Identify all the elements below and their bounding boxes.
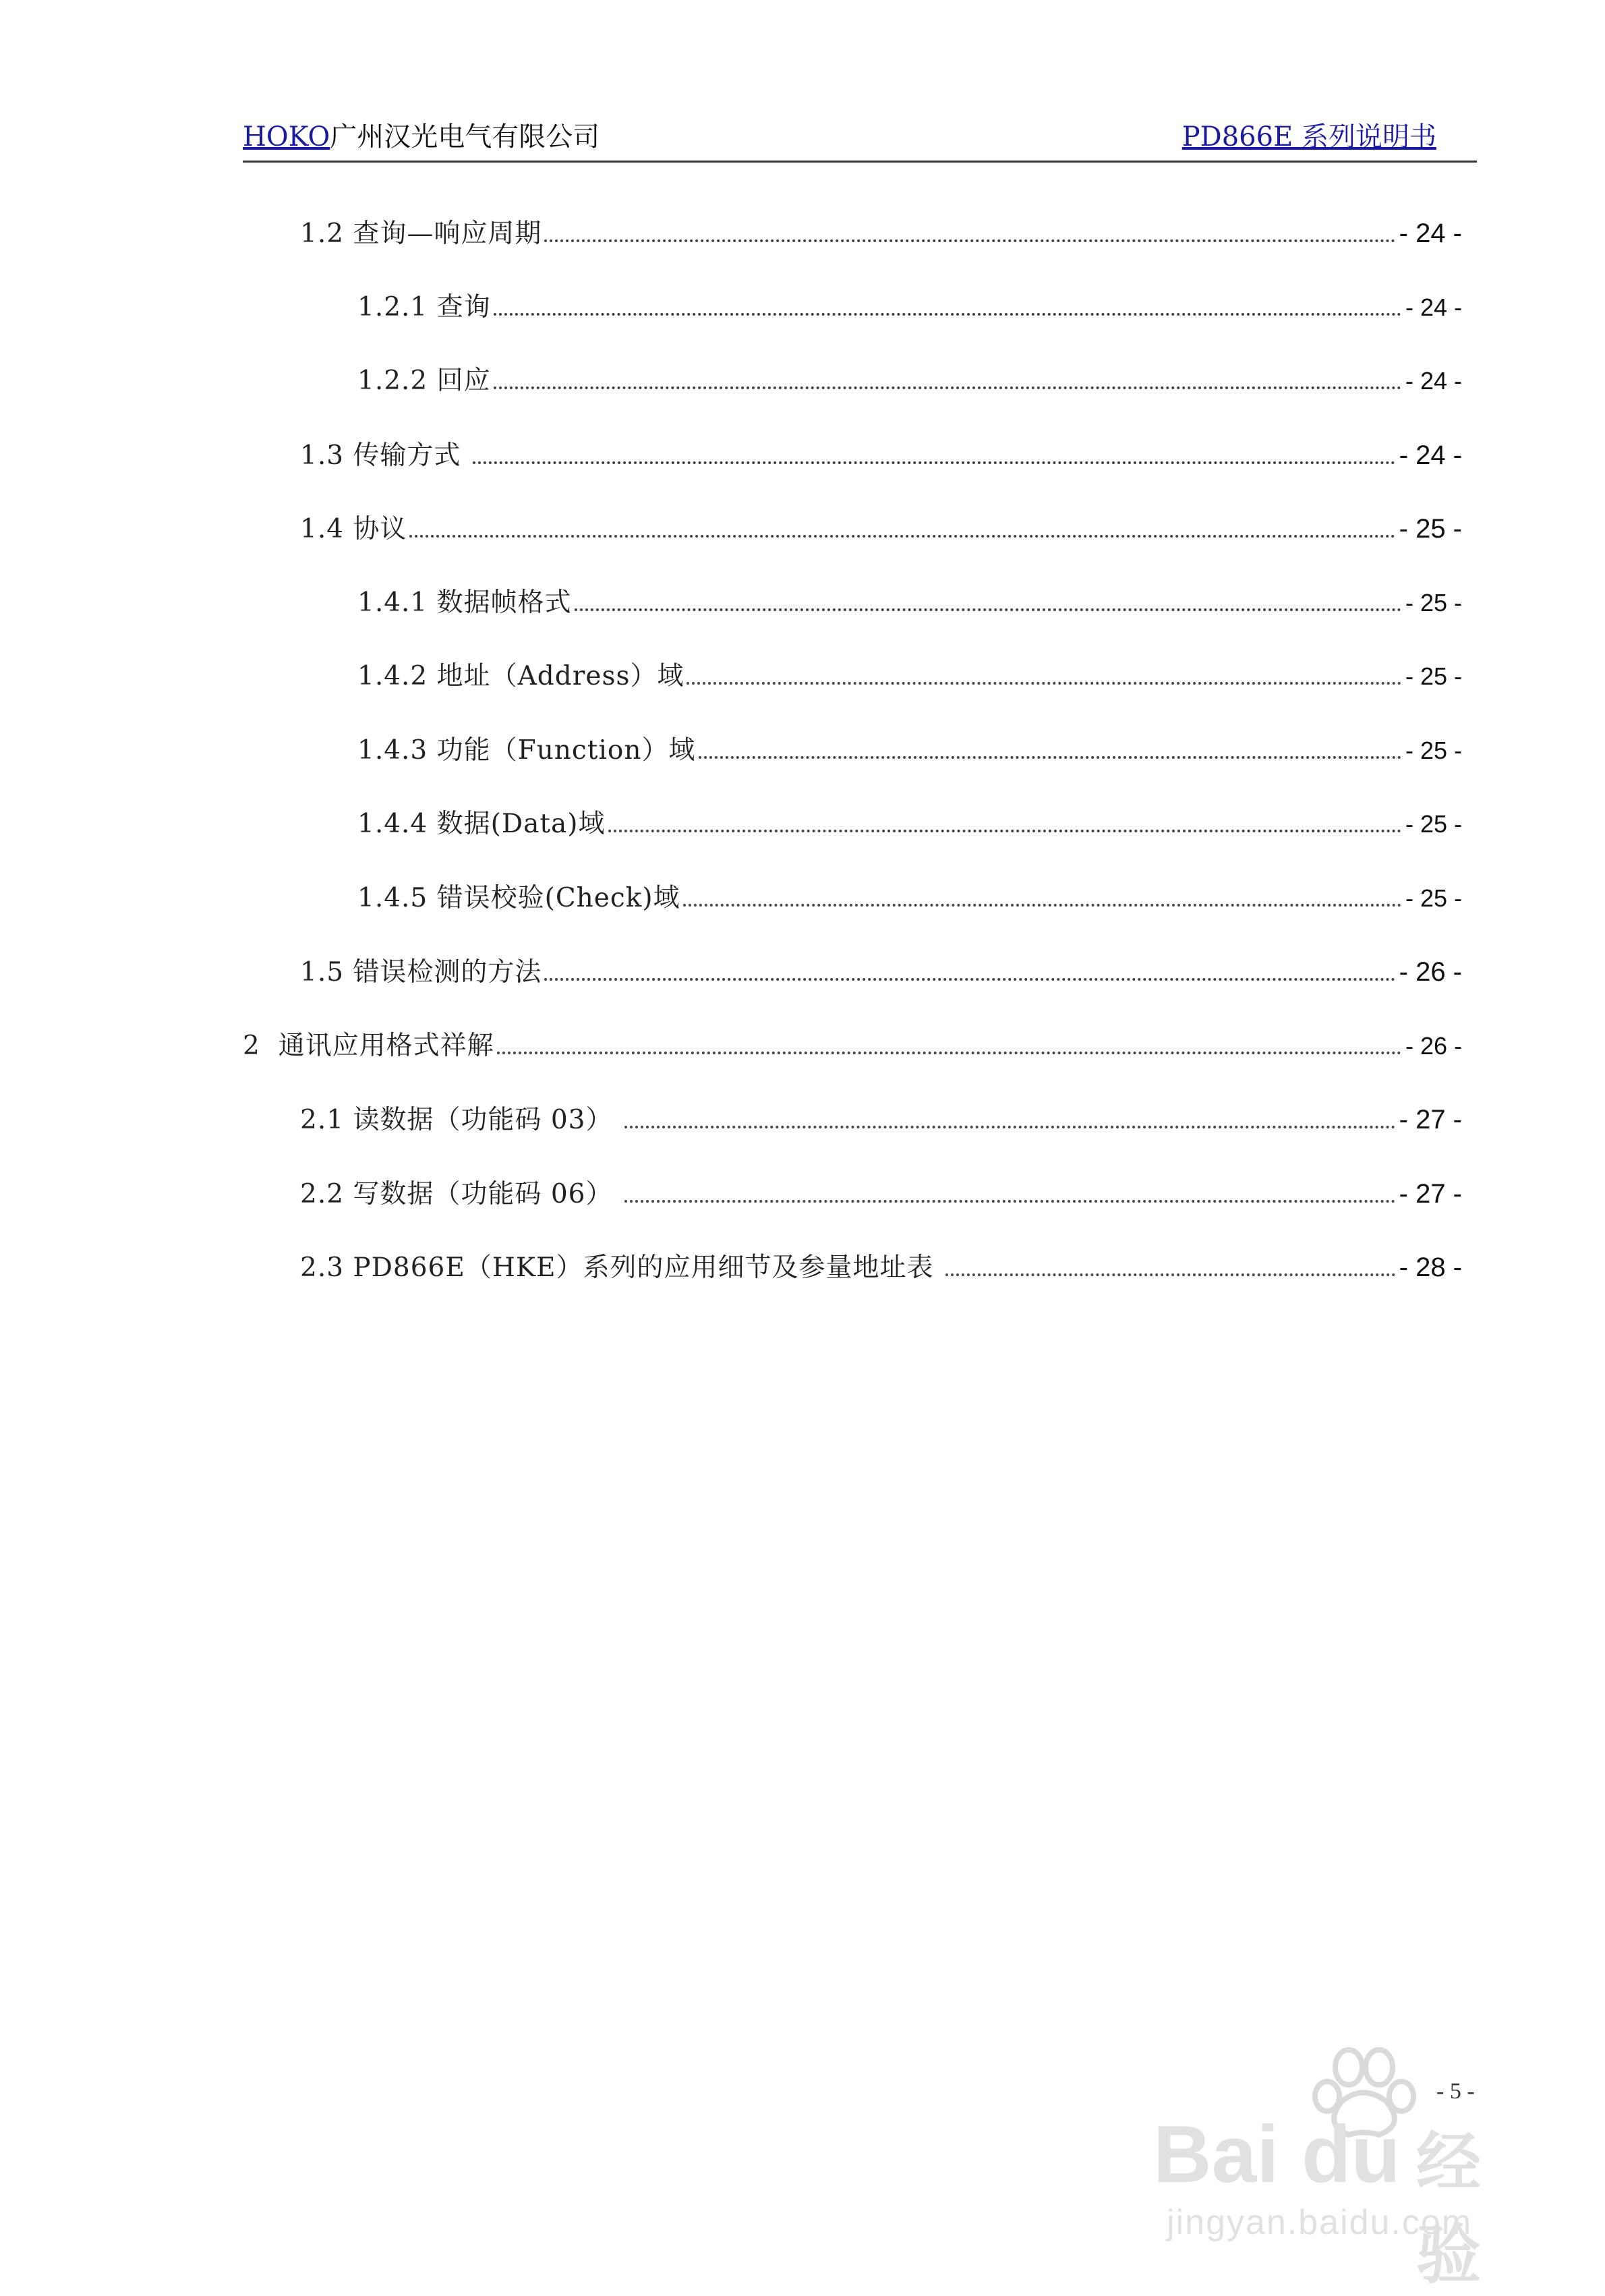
toc-entry[interactable] <box>357 804 1462 844</box>
toc-entry-page: - 28 - <box>1399 1253 1462 1282</box>
toc-dot-leader <box>473 461 1395 464</box>
toc-entry-label: 1.4.5 错误校验(Check)域 <box>357 882 680 913</box>
toc-entry-page: - 25 - <box>1399 514 1462 544</box>
toc-entry-page: - 24 - <box>1405 293 1462 321</box>
toc-dot-leader <box>497 1052 1401 1054</box>
toc-entry-label: 1.4.3 功能（Function）域 <box>357 735 696 766</box>
toc-dot-leader <box>494 313 1401 316</box>
toc-entry-label: 1.4 协议 <box>300 514 407 544</box>
toc-entry-page: - 25 - <box>1405 884 1462 912</box>
watermark-url: jingyan.baidu.com <box>1167 2203 1473 2242</box>
toc-dot-leader <box>945 1273 1395 1276</box>
header-company: 广州汉光电气有限公司 <box>330 121 600 152</box>
toc-entry-page: - 25 - <box>1405 588 1462 616</box>
toc-entry[interactable] <box>357 361 1462 401</box>
toc-entry-label: 2 通讯应用格式祥解 <box>243 1030 494 1061</box>
toc-entry[interactable] <box>300 952 1462 992</box>
toc-entry-page: - 24 - <box>1399 440 1462 470</box>
toc-entry[interactable] <box>357 878 1462 919</box>
toc-entry-page: - 27 - <box>1399 1178 1462 1209</box>
toc-entry-page: - 25 - <box>1405 810 1462 838</box>
toc-entry-page: - 25 - <box>1405 736 1462 764</box>
toc-entry[interactable] <box>357 656 1462 697</box>
toc-entry[interactable] <box>357 287 1462 328</box>
toc-dot-leader <box>699 756 1401 759</box>
toc-entry[interactable] <box>300 1099 1462 1140</box>
toc-entry-label: 2.1 读数据（功能码 03） <box>300 1105 622 1135</box>
toc-entry[interactable] <box>300 1247 1462 1288</box>
toc-entry-page: - 24 - <box>1399 219 1462 248</box>
toc-entry-label: 1.4.2 地址（Address）域 <box>357 661 684 691</box>
watermark-sub: 经验 <box>1416 2127 1481 2291</box>
toc-entry-label: 1.2 查询—响应周期 <box>300 219 542 249</box>
toc-entry[interactable] <box>300 213 1462 254</box>
toc-dot-leader <box>687 682 1401 685</box>
header-left <box>243 115 600 154</box>
toc-dot-leader <box>683 904 1401 907</box>
toc-dot-leader <box>494 386 1401 389</box>
toc-entry-label: 1.4.4 数据(Data)域 <box>357 809 606 839</box>
watermark-brand: Bai du <box>1153 2109 1401 2200</box>
toc-entry[interactable] <box>357 583 1462 623</box>
toc-entry-label: 1.2.2 回应 <box>357 366 491 396</box>
header-brand-link[interactable]: HOKO <box>243 121 330 152</box>
toc-entry[interactable] <box>300 1174 1462 1214</box>
toc-dot-leader <box>624 1200 1395 1203</box>
toc-entry-page: - 25 - <box>1405 662 1462 690</box>
toc-entry-label: 1.5 错误检测的方法 <box>300 957 542 987</box>
header-doc-title[interactable]: PD866E 系列说明书 <box>1181 121 1436 152</box>
toc-entry[interactable] <box>300 435 1462 476</box>
toc-entry-label: 2.2 写数据（功能码 06） <box>300 1178 622 1209</box>
toc-entry-page: - 24 - <box>1405 367 1462 395</box>
toc-entry[interactable] <box>357 730 1462 771</box>
baidu-watermark <box>1146 2044 1531 2291</box>
page-header <box>243 113 1477 163</box>
toc-entry-label: 1.3 传输方式 <box>300 440 470 471</box>
toc-dot-leader <box>544 978 1395 981</box>
toc-entry[interactable] <box>300 509 1462 549</box>
toc-entry-label: 1.2.1 查询 <box>357 291 491 322</box>
toc-dot-leader <box>608 830 1401 832</box>
toc-entry-page: - 26 - <box>1405 1031 1462 1060</box>
toc-dot-leader <box>409 535 1395 538</box>
toc-dot-leader <box>544 239 1395 242</box>
toc-entry-label: 2.3 PD866E（HKE）系列的应用细节及参量地址表 <box>300 1253 943 1283</box>
page-number: - 5 - <box>1436 2079 1475 2104</box>
toc-entry-label: 1.4.1 数据帧格式 <box>357 587 572 618</box>
toc-entry-page: - 26 - <box>1399 957 1462 987</box>
toc-dot-leader <box>624 1126 1395 1128</box>
toc-dot-leader <box>575 608 1401 611</box>
toc-entry-page: - 27 - <box>1399 1105 1462 1135</box>
toc-entry[interactable] <box>243 1026 1462 1066</box>
